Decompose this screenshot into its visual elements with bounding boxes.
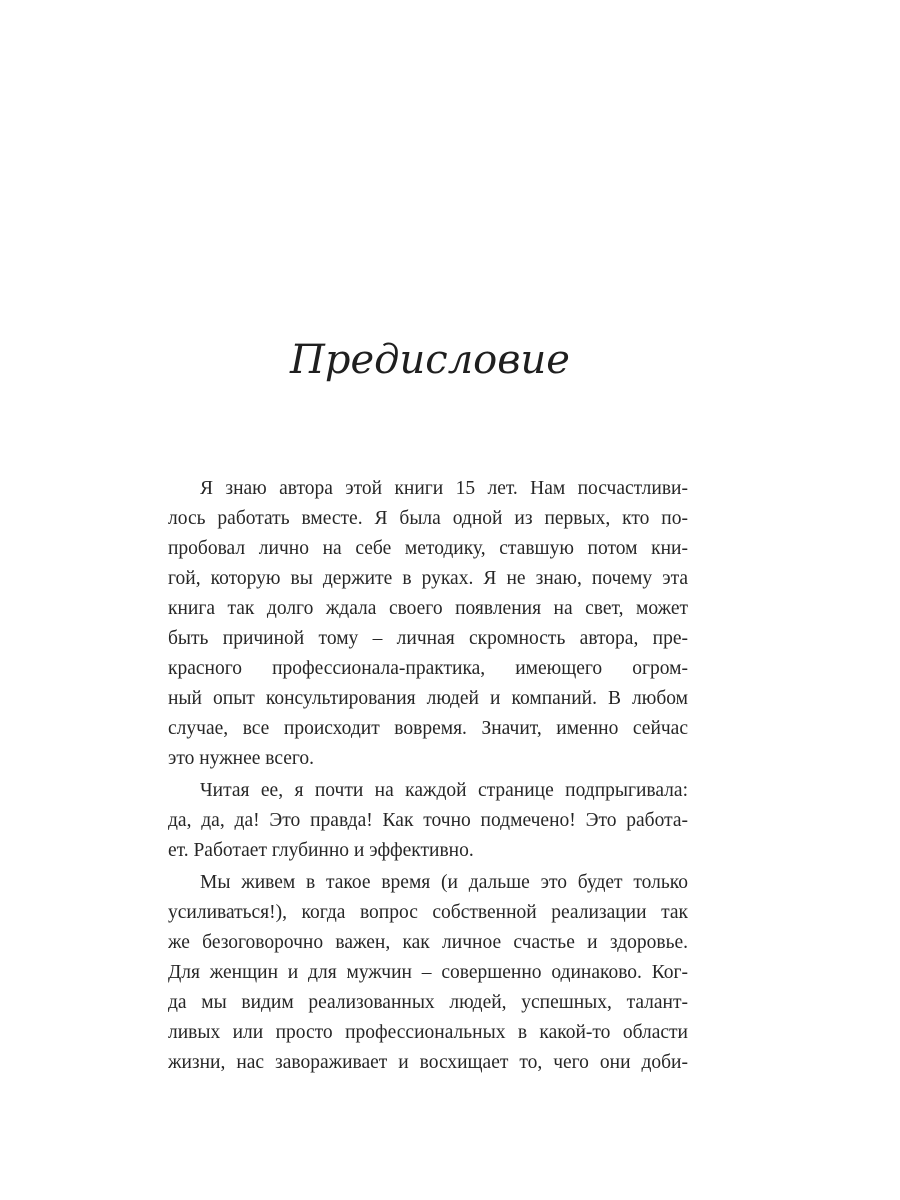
paragraph-3-line-6: ливых или просто профессиональных в какой-то области: [168, 1022, 688, 1043]
paragraph-1-line-1: Я знаю автора этой книги 15 лет. Нам посчастливи-: [200, 478, 688, 499]
paragraph-1-line-6: быть причиной тому – личная скромность автора, пре-: [168, 628, 688, 649]
paragraph-1-line-4: гой, которую вы держите в руках. Я не знаю, почему эта: [168, 568, 688, 589]
paragraph-3-line-3: же безоговорочно важен, как личное счастье и здоровье.: [168, 932, 688, 953]
paragraph-1-line-5: книга так долго ждала своего появления на свет, может: [168, 598, 688, 619]
paragraph-1-line-9: случае, все происходит вовремя. Значит, именно сейчас: [168, 718, 688, 739]
paragraph-2-line-1: Читая ее, я почти на каждой странице подпрыгивала:: [200, 780, 688, 801]
paragraph-2-line-3: ет. Работает глубинно и эффективно.: [168, 840, 474, 861]
paragraph-3-line-2: усиливаться!), когда вопрос собственной реализации так: [168, 902, 688, 923]
paragraph-2-line-2: да, да, да! Это правда! Как точно подмечено! Это работа-: [168, 810, 688, 831]
paragraph-1-line-10: это нужнее всего.: [168, 748, 315, 769]
paragraph-3-line-4: Для женщин и для мужчин – совершенно одинаково. Ког-: [168, 962, 688, 983]
paragraph-1-line-8: ный опыт консультирования людей и компаний. В любом: [168, 688, 688, 709]
chapter-title: Предисловие: [290, 337, 570, 383]
paragraph-1-line-3: пробовал лично на себе методику, ставшую потом кни-: [168, 538, 688, 559]
paragraph-3-line-5: да мы видим реализованных людей, успешных, талант-: [168, 992, 688, 1013]
paragraph-1-line-7: красного профессионала-практика, имеющего огром-: [168, 658, 688, 679]
paragraph-3-line-7: жизни, нас завораживает и восхищает то, чего они доби-: [168, 1052, 688, 1073]
paragraph-3-line-1: Мы живем в такое время (и дальше это будет только: [200, 872, 688, 893]
paragraph-1-line-2: лось работать вместе. Я была одной из первых, кто по-: [168, 508, 688, 529]
